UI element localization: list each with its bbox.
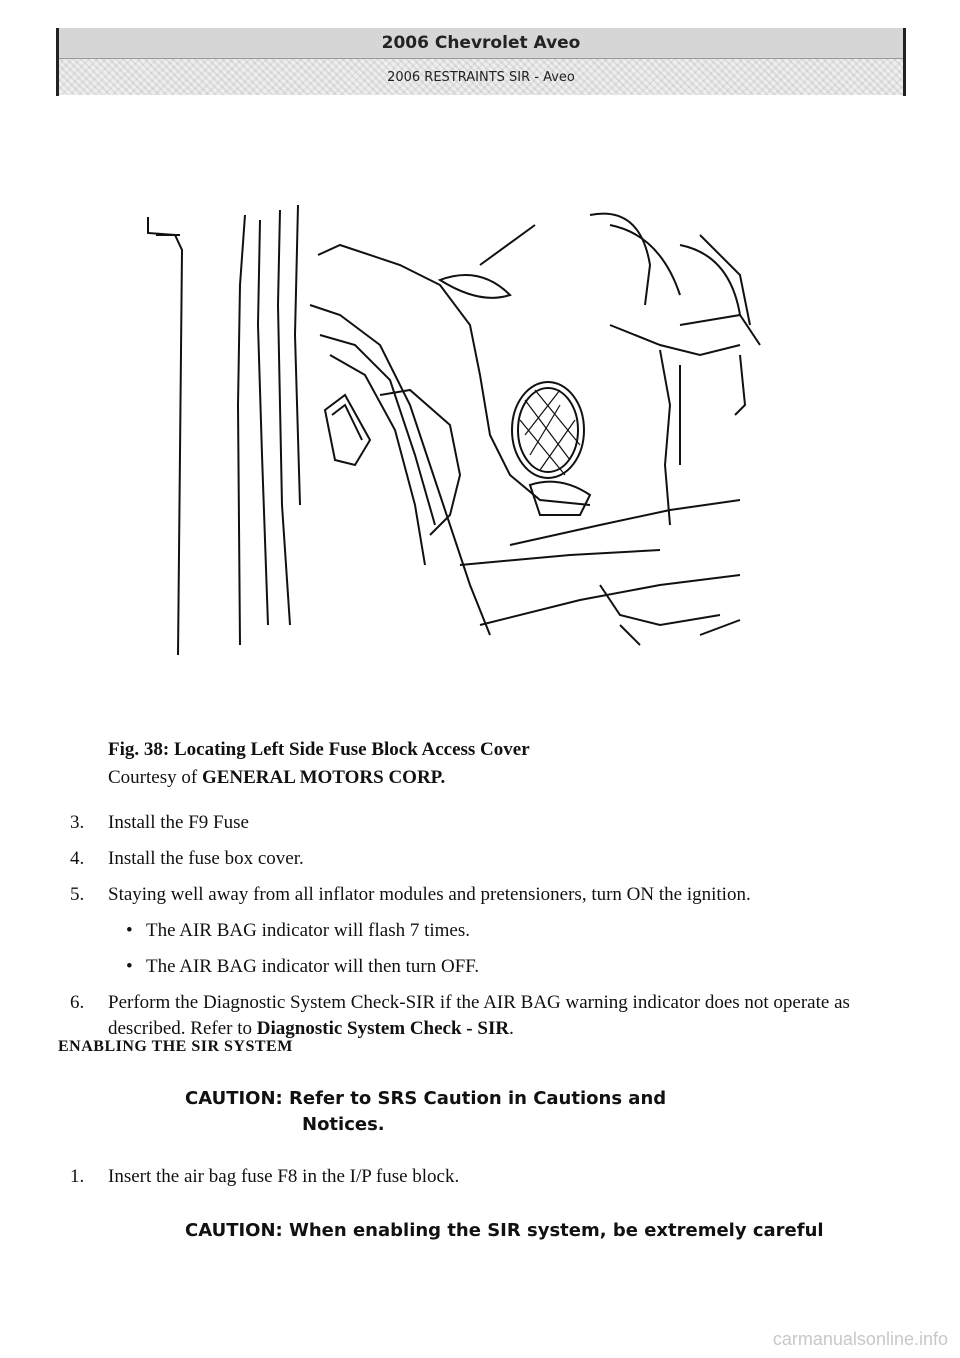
step-5-bullets [126, 918, 910, 980]
step-number: 3. [70, 812, 85, 833]
step-text-pre: Perform the Diagnostic System Check-SIR if the AIR BAG warning indicator does not operate as described. Refer to [108, 992, 850, 1039]
bullet-icon: • [126, 920, 133, 941]
procedure-steps [70, 810, 910, 1052]
caution-srs [185, 1086, 885, 1138]
caption-courtesy [108, 764, 530, 792]
caution-line1: CAUTION: Refer to SRS Caution in Cautions and [185, 1088, 667, 1109]
step-number: 5. [70, 884, 85, 905]
bullet-text: The AIR BAG indicator will then turn OFF. [146, 956, 480, 977]
footer-watermark: carmanualsonline.info [772, 1329, 948, 1349]
diagnostic-check-link[interactable]: Diagnostic System Check - SIR [256, 1018, 510, 1039]
step-text: Install the F9 Fuse [108, 812, 249, 833]
step-3 [70, 810, 910, 836]
caption-title: Fig. 38: Locating Left Side Fuse Block Access Cover [108, 739, 530, 760]
document-title: 2006 Chevrolet Aveo [59, 28, 903, 59]
list-item [126, 954, 910, 980]
section-heading: ENABLING THE SIR SYSTEM [58, 1038, 293, 1055]
step-text: Insert the air bag fuse F8 in the I/P fuse block. [108, 1166, 460, 1187]
step-4 [70, 846, 910, 872]
step-text: Install the fuse box cover. [108, 848, 304, 869]
step-number: 4. [70, 848, 85, 869]
step-5 [70, 882, 910, 908]
enable-step-1 [70, 1166, 910, 1188]
figure-caption [108, 736, 530, 792]
document-header [56, 28, 906, 96]
step-number: 6. [70, 992, 85, 1013]
fuse-block-illustration [140, 205, 780, 655]
caution-enabling [185, 1218, 885, 1244]
caution-line2: Notices. [302, 1114, 385, 1135]
bullet-text: The AIR BAG indicator will flash 7 times. [146, 920, 471, 941]
step-text-post: . [509, 1018, 514, 1039]
bullet-icon: • [126, 956, 133, 977]
step-6 [70, 990, 910, 1042]
list-item [126, 918, 910, 944]
step-number: 1. [70, 1166, 85, 1187]
document-subtitle: 2006 RESTRAINTS SIR - Aveo [59, 59, 903, 95]
step-text [108, 990, 910, 1042]
courtesy-name: GENERAL MOTORS CORP. [201, 767, 446, 788]
courtesy-prefix: Courtesy of [108, 767, 202, 788]
step-text: Staying well away from all inflator modules and pretensioners, turn ON the ignition. [108, 884, 751, 905]
caution-text: CAUTION: When enabling the SIR system, be extremely careful [185, 1220, 824, 1241]
